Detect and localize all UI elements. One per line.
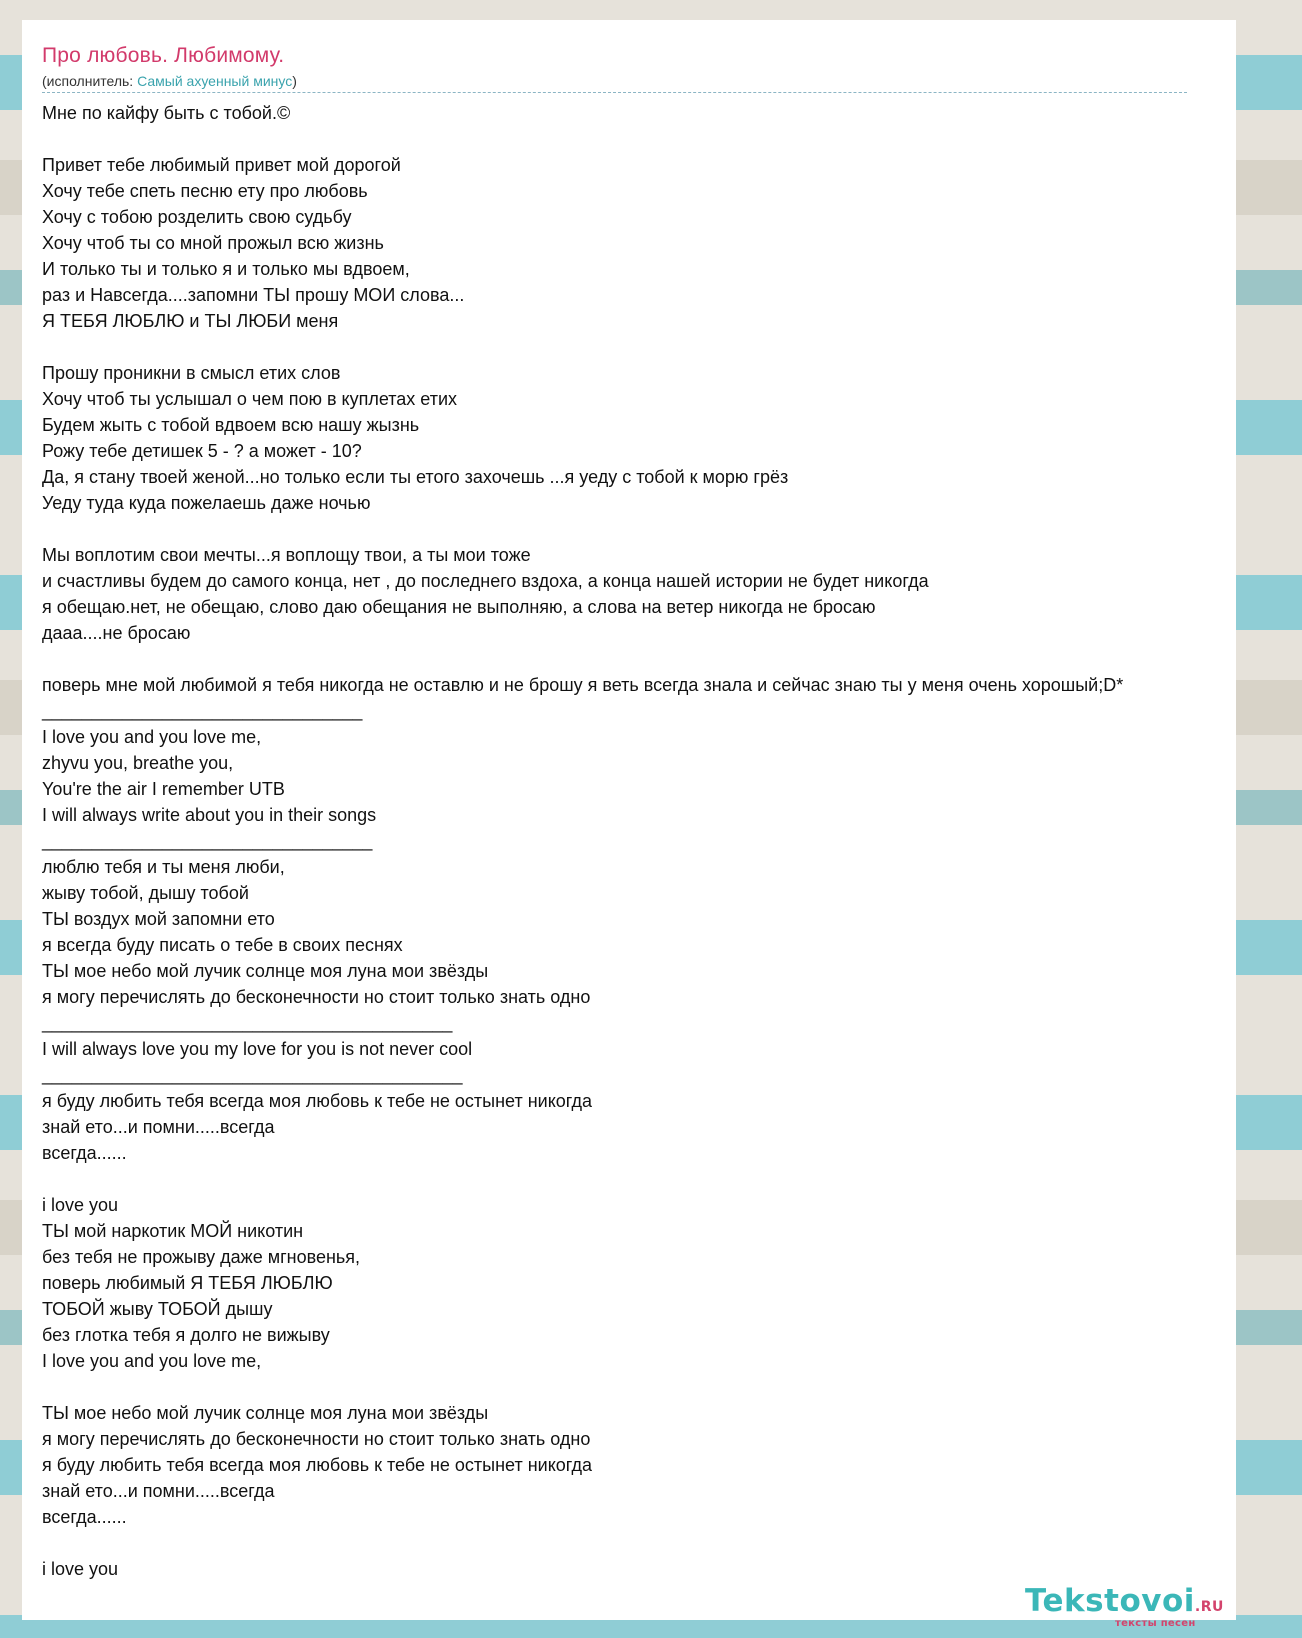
site-logo[interactable]: [1025, 1583, 1224, 1619]
lyrics-line: без глотка тебя я долго не вижыву: [42, 1325, 330, 1345]
lyrics-line: Хочу чтоб ты со мной прожыл всю жизнь: [42, 233, 384, 253]
lyrics-line: И только ты и только я и только мы вдвоем,: [42, 259, 410, 279]
lyrics-line: _________________________________________: [42, 1013, 453, 1033]
lyrics-blank-line: [42, 646, 1302, 672]
lyrics-line: You're the air I remember UTB: [42, 779, 285, 799]
lyrics-line: Я ТЕБЯ ЛЮБЛЮ и ТЫ ЛЮБИ меня: [42, 311, 339, 331]
lyrics-line: ________________________________: [42, 701, 363, 721]
lyrics-line: без тебя не прожыву даже мгновенья,: [42, 1247, 361, 1267]
lyrics-blank-line: [42, 1374, 1302, 1400]
lyrics-line: i love you: [42, 1195, 119, 1215]
lyrics-line: Прошу проникни в смысл етих слов: [42, 363, 341, 383]
artist-line: [42, 73, 297, 89]
lyrics-line: Уеду туда куда пожелаешь даже ночью: [42, 493, 371, 513]
lyrics-line: I will always love you my love for you is not never cool: [42, 1039, 473, 1059]
lyrics-line: и счастливы будем до самого конца, нет , до последнего вздоха, а конца нашей истории не будет никогда: [42, 571, 929, 591]
lyrics-line: поверь любимый Я ТЕБЯ ЛЮБЛЮ: [42, 1273, 333, 1293]
lyrics-line: я всегда буду писать о тебе в своих песнях: [42, 935, 403, 955]
header-divider: [42, 92, 1187, 93]
lyrics-line: я буду любить тебя всегда моя любовь к тебе не остынет никогда: [42, 1455, 593, 1475]
lyrics-line: всегда......: [42, 1143, 127, 1163]
lyrics-line: I love you and you love me,: [42, 727, 262, 747]
lyrics-line: раз и Навсегда....запомни ТЫ прошу МОИ слова...: [42, 285, 465, 305]
lyrics-page: [22, 20, 1236, 1629]
lyrics-line: я обещаю.нет, не обещаю, слово даю обещания не выполняю, а слова на ветер никогда не бросаю: [42, 597, 876, 617]
lyrics-line: Хочу с тобою розделить свою судьбу: [42, 207, 352, 227]
lyrics-blank-line: [42, 334, 1302, 360]
song-title: Про любовь. Любимому.: [42, 44, 285, 67]
lyrics-line: Да, я стану твоей женой...но только если ты етого захочешь ...я уеду с тобой к морю грёз: [42, 467, 789, 487]
lyrics-blank-line: [42, 1166, 1302, 1192]
lyrics-line: zhyvu you, breathe you,: [42, 753, 234, 773]
lyrics-line: знай ето...и помни.....всегда: [42, 1117, 275, 1137]
lyrics-line: __________________________________________: [42, 1065, 463, 1085]
lyrics-line: поверь мне мой любимой я тебя никогда не оставлю и не брошу я веть всегда знала и сейчас знаю ты у меня очень хорошый;D*: [42, 675, 1124, 695]
lyrics-line: я могу перечислять до бесконечности но стоит только знать одно: [42, 1429, 591, 1449]
lyrics-line: ТЫ мой наркотик МОЙ никотин: [42, 1221, 304, 1241]
lyrics-line: ТОБОЙ жыву ТОБОЙ дышу: [42, 1299, 273, 1319]
artist-prefix: (исполнитель:: [42, 73, 138, 89]
lyrics-blank-line: [42, 1530, 1302, 1556]
lyrics-blank-line: [42, 126, 1302, 152]
logo-name: Tekstovoi: [1025, 1583, 1195, 1619]
logo-tld: .RU: [1194, 1599, 1224, 1615]
lyrics-line: всегда......: [42, 1507, 127, 1527]
lyrics-line: дааа....не бросаю: [42, 623, 191, 643]
lyrics-line: Будем жыть с тобой вдвоем всю нашу жызнь: [42, 415, 420, 435]
lyrics-line: ТЫ воздух мой запомни ето: [42, 909, 275, 929]
lyrics-blank-line: [42, 516, 1302, 542]
lyrics-line: I will always write about you in their songs: [42, 805, 377, 825]
lyrics-line: люблю тебя и ты меня люби,: [42, 857, 285, 877]
lyrics-line: Хочу чтоб ты услышал о чем пою в куплетах етих: [42, 389, 458, 409]
lyrics-line: I love you and you love me,: [42, 1351, 262, 1371]
artist-suffix: ): [292, 73, 297, 89]
lyrics-line: я могу перечислять до бесконечности но стоит только знать одно: [42, 987, 591, 1007]
lyrics-line: Мне по кайфу быть с тобой.©: [42, 103, 291, 123]
lyrics-line: Привет тебе любимый привет мой дорогой: [42, 155, 401, 175]
lyrics-line: i love you: [42, 1559, 119, 1579]
lyrics-line: ТЫ мое небо мой лучик солнце моя луна мои звёзды: [42, 1403, 489, 1423]
lyrics-line: Мы воплотим свои мечты...я воплощу твои, а ты мои тоже: [42, 545, 531, 565]
logo-tagline: тексты песен: [1115, 1618, 1196, 1629]
lyrics-line: Хочу тебе спеть песню ету про любовь: [42, 181, 368, 201]
lyrics-line: Рожу тебе детишек 5 - ? а может - 10?: [42, 441, 362, 461]
lyrics-line: я буду любить тебя всегда моя любовь к тебе не остынет никогда: [42, 1091, 593, 1111]
lyrics-line: жыву тобой, дышу тобой: [42, 883, 249, 903]
artist-link[interactable]: Самый ахуенный минус: [137, 73, 293, 89]
lyrics-line: _________________________________: [42, 831, 373, 851]
lyrics-line: знай ето...и помни.....всегда: [42, 1481, 275, 1501]
lyrics-text: [42, 100, 1302, 1582]
lyrics-line: ТЫ мое небо мой лучик солнце моя луна мои звёзды: [42, 961, 489, 981]
